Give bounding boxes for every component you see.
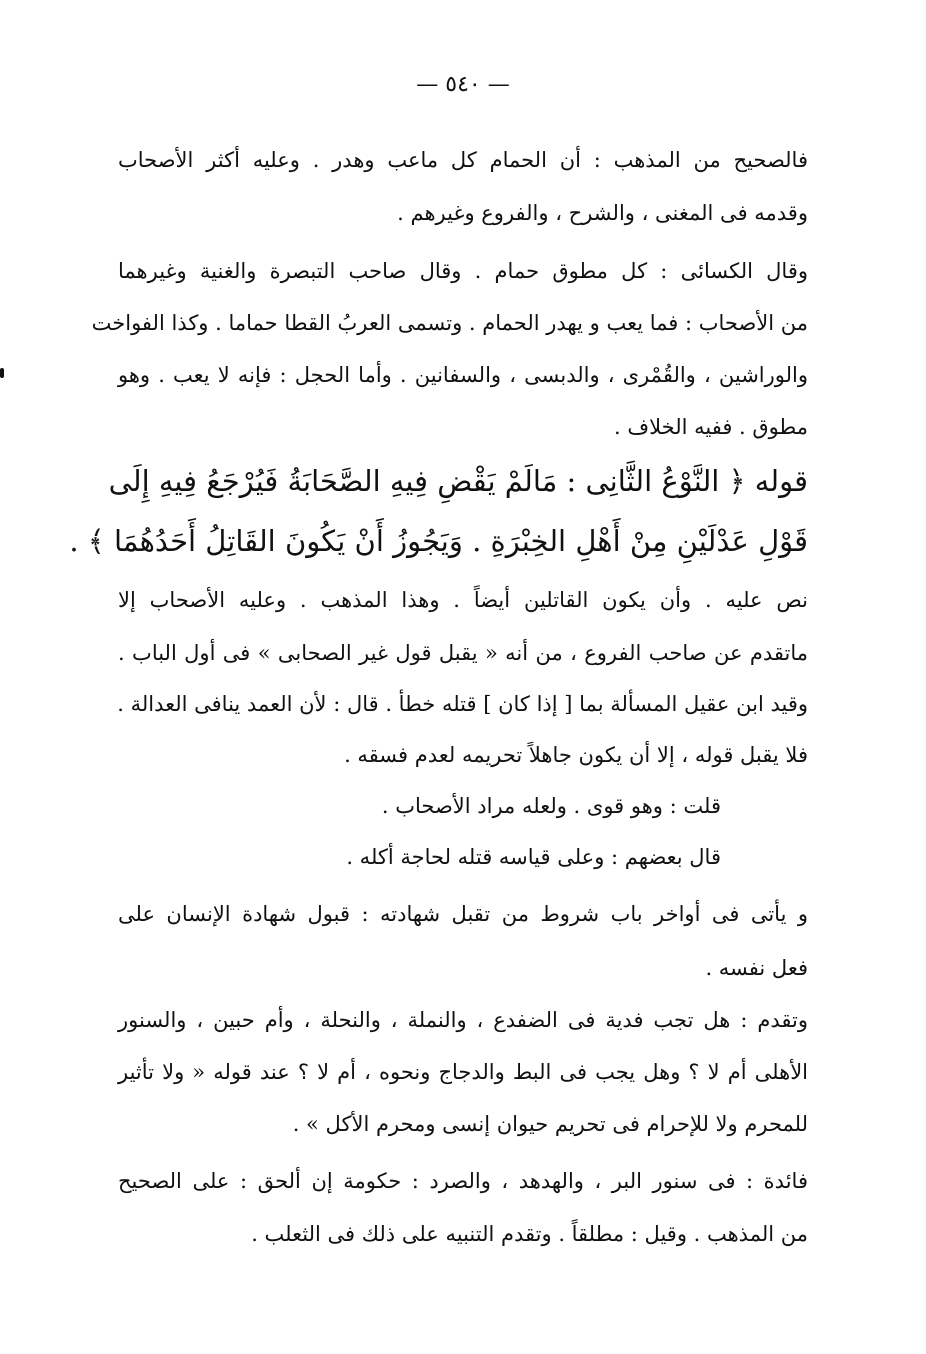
text-line: وقدمه فى المغنى ، والشرح ، والفروع وغيرهم .: [397, 201, 808, 225]
matn-line: قوله ﴿ النَّوْعُ الثَّانِى : مَالَمْ يَقْضِ فِيهِ الصَّحَابَةُ فَيُرْجَعُ فِيهِ إِلَى: [108, 464, 808, 498]
text-line: قلت : وهو قوى . ولعله مراد الأصحاب .: [381, 794, 721, 818]
text-line: من المذهب . وقيل : مطلقاً . وتقدم التنبيه على ذلك فى الثعلب .: [251, 1222, 808, 1246]
text-line: فائدة : فى سنور البر ، والهدهد ، والصرد : حكومة إن ألحق : على الصحيح: [118, 1169, 808, 1193]
text-line: فالصحيح من المذهب : أن الحمام كل ماعب وهدر . وعليه أكثر الأصحاب: [118, 148, 808, 172]
text-line: من الأصحاب : فما يعب و يهدر الحمام . وتسمى العربُ القطا حماما . وكذا الفواخت: [91, 311, 808, 335]
text-line: وقيد ابن عقيل المسألة بما [ إذا كان ] قتله خطأ . قال : لأن العمد ينافى العدالة .: [117, 692, 808, 716]
text-line: و يأتى فى أواخر باب شروط من تقبل شهادته : قبول شهادة الإنسان على: [118, 902, 808, 926]
text-line: فعل نفسه .: [705, 956, 808, 980]
text-line: للمحرم ولا للإحرام فى تحريم حيوان إنسى ومحرم الأكل » .: [292, 1112, 808, 1136]
page-number: — ٥٤٠ —: [416, 72, 510, 97]
text-line: وقال الكسائى : كل مطوق حمام . وقال صاحب التبصرة والغنية وغيرهما: [118, 259, 808, 283]
margin-mark: [0, 368, 4, 378]
text-line: نص عليه . وأن يكون القاتلين أيضاً . وهذا المذهب . وعليه الأصحاب إلا: [118, 588, 808, 612]
text-line: قال بعضهم : وعلى قياسه قتله لحاجة أكله .: [346, 845, 721, 869]
text-line: ماتقدم عن صاحب الفروع ، من أنه « يقبل قول غير الصحابى » فى أول الباب .: [118, 641, 808, 665]
text-line: والوراشين ، والقُمْرى ، والدبسى ، والسفانين . وأما الحجل : فإنه لا يعب . وهو: [118, 363, 808, 387]
matn-line: قَوْلِ عَدْلَيْنِ مِنْ أَهْلِ الخِبْرَةِ . وَيَجُوزُ أَنْ يَكُونَ القَاتِلُ أَحَدُهُمَا ﴾ .: [69, 524, 808, 558]
text-line: مطوق . ففيه الخلاف .: [613, 415, 808, 439]
text-line: الأهلى أم لا ؟ وهل يجب فى البط والدجاج ونحوه ، أم لا ؟ عند قوله « ولا تأثير: [118, 1060, 808, 1084]
text-line: فلا يقبل قوله ، إلا أن يكون جاهلاً تحريمه لعدم فسقه .: [344, 743, 808, 767]
text-line: وتقدم : هل تجب فدية فى الضفدع ، والنملة ، والنحلة ، وأم حبين ، والسنور: [118, 1008, 808, 1032]
